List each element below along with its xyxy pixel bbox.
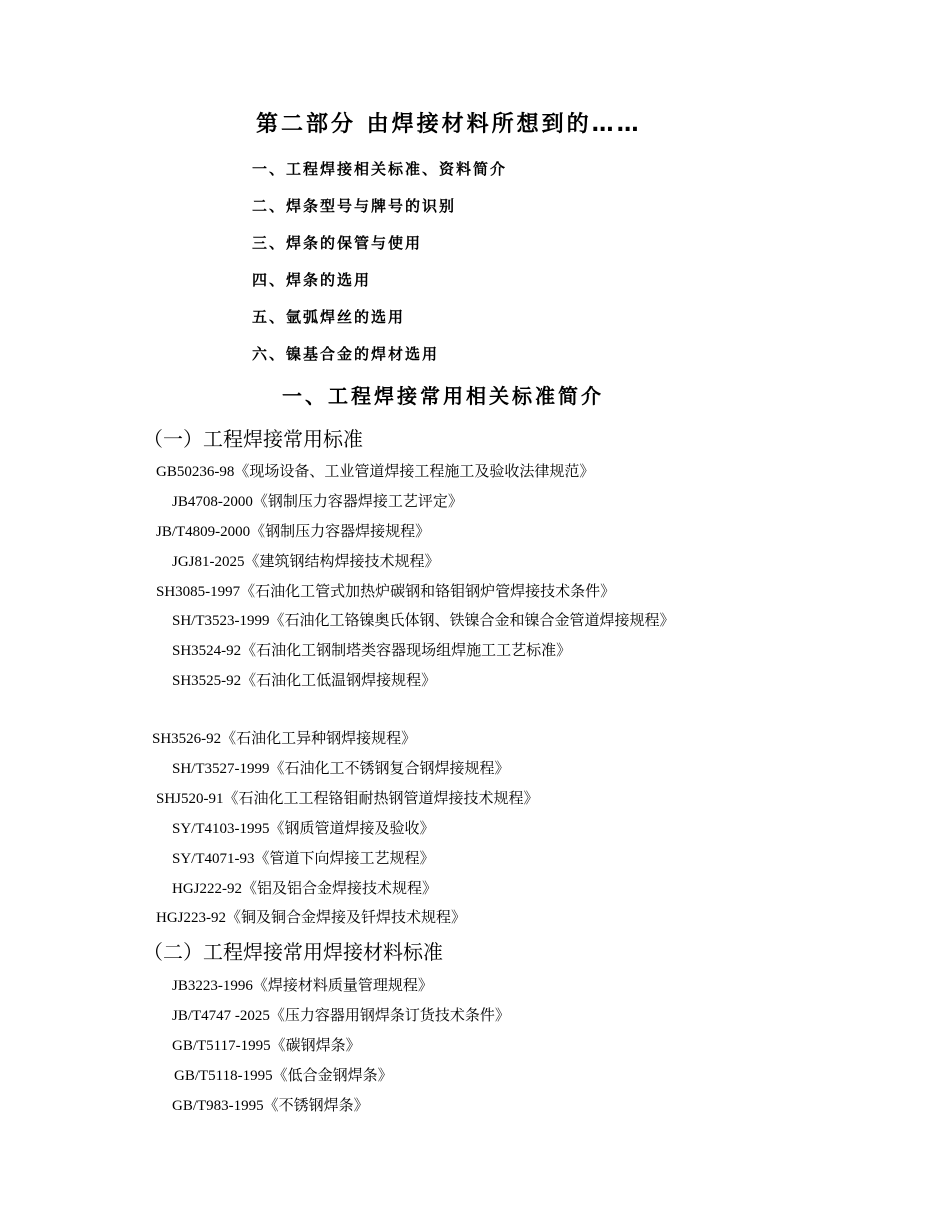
section-title: 一、工程焊接常用相关标准简介	[282, 384, 604, 408]
standard-item: SH3085-1997《石油化工管式加热炉碳钢和铬钼钢炉管焊接技术条件》	[156, 584, 616, 600]
standard-item: JB3223-1996《焊接材料质量管理规程》	[172, 978, 433, 994]
toc-item-6: 六、镍基合金的焊材选用	[252, 345, 440, 363]
standard-item: HGJ223-92《铜及铜合金焊接及钎焊技术规程》	[156, 910, 466, 926]
standard-item: GB50236-98《现场设备、工业管道焊接工程施工及验收法律规范》	[156, 464, 595, 480]
subsection-heading-1: （一）工程焊接常用标准	[143, 427, 363, 451]
standard-item: GB/T5117-1995《碳钢焊条》	[172, 1038, 361, 1054]
standard-item: SH3526-92《石油化工异种钢焊接规程》	[152, 731, 417, 747]
standard-item: GB/T5118-1995《低合金钢焊条》	[174, 1068, 393, 1084]
standard-item: SY/T4071-93《管道下向焊接工艺规程》	[172, 851, 435, 867]
standard-item: SH3524-92《石油化工钢制塔类容器现场组焊施工工艺标准》	[172, 643, 572, 659]
standard-item: SH/T3523-1999《石油化工铬镍奥氏体钢、铁镍合金和镍合金管道焊接规程》	[172, 613, 675, 629]
standard-item: GB/T983-1995《不锈钢焊条》	[172, 1098, 369, 1114]
standard-item: JGJ81-2025《建筑钢结构焊接技术规程》	[172, 554, 440, 570]
toc-item-1: 一、工程焊接相关标准、资料简介	[252, 160, 508, 178]
toc-item-4: 四、焊条的选用	[252, 271, 372, 289]
standard-item: HGJ222-92《铝及铝合金焊接技术规程》	[172, 881, 437, 897]
toc-item-5: 五、氩弧焊丝的选用	[252, 308, 406, 326]
standard-item: SH/T3527-1999《石油化工不锈钢复合钢焊接规程》	[172, 761, 510, 777]
toc-item-2: 二、焊条型号与牌号的识别	[252, 197, 457, 215]
toc-item-3: 三、焊条的保管与使用	[252, 234, 423, 252]
standard-item: SHJ520-91《石油化工工程铬钼耐热钢管道焊接技术规程》	[156, 791, 539, 807]
subsection-heading-2: （二）工程焊接常用焊接材料标准	[143, 940, 443, 964]
part-title: 第二部分 由焊接材料所想到的……	[256, 112, 642, 137]
standard-item: JB/T4809-2000《钢制压力容器焊接规程》	[156, 524, 431, 540]
standard-item: SY/T4103-1995《钢质管道焊接及验收》	[172, 821, 435, 837]
standard-item: SH3525-92《石油化工低温钢焊接规程》	[172, 673, 437, 689]
standard-item: JB4708-2000《钢制压力容器焊接工艺评定》	[172, 494, 463, 510]
standard-item: JB/T4747 -2025《压力容器用钢焊条订货技术条件》	[172, 1008, 510, 1024]
